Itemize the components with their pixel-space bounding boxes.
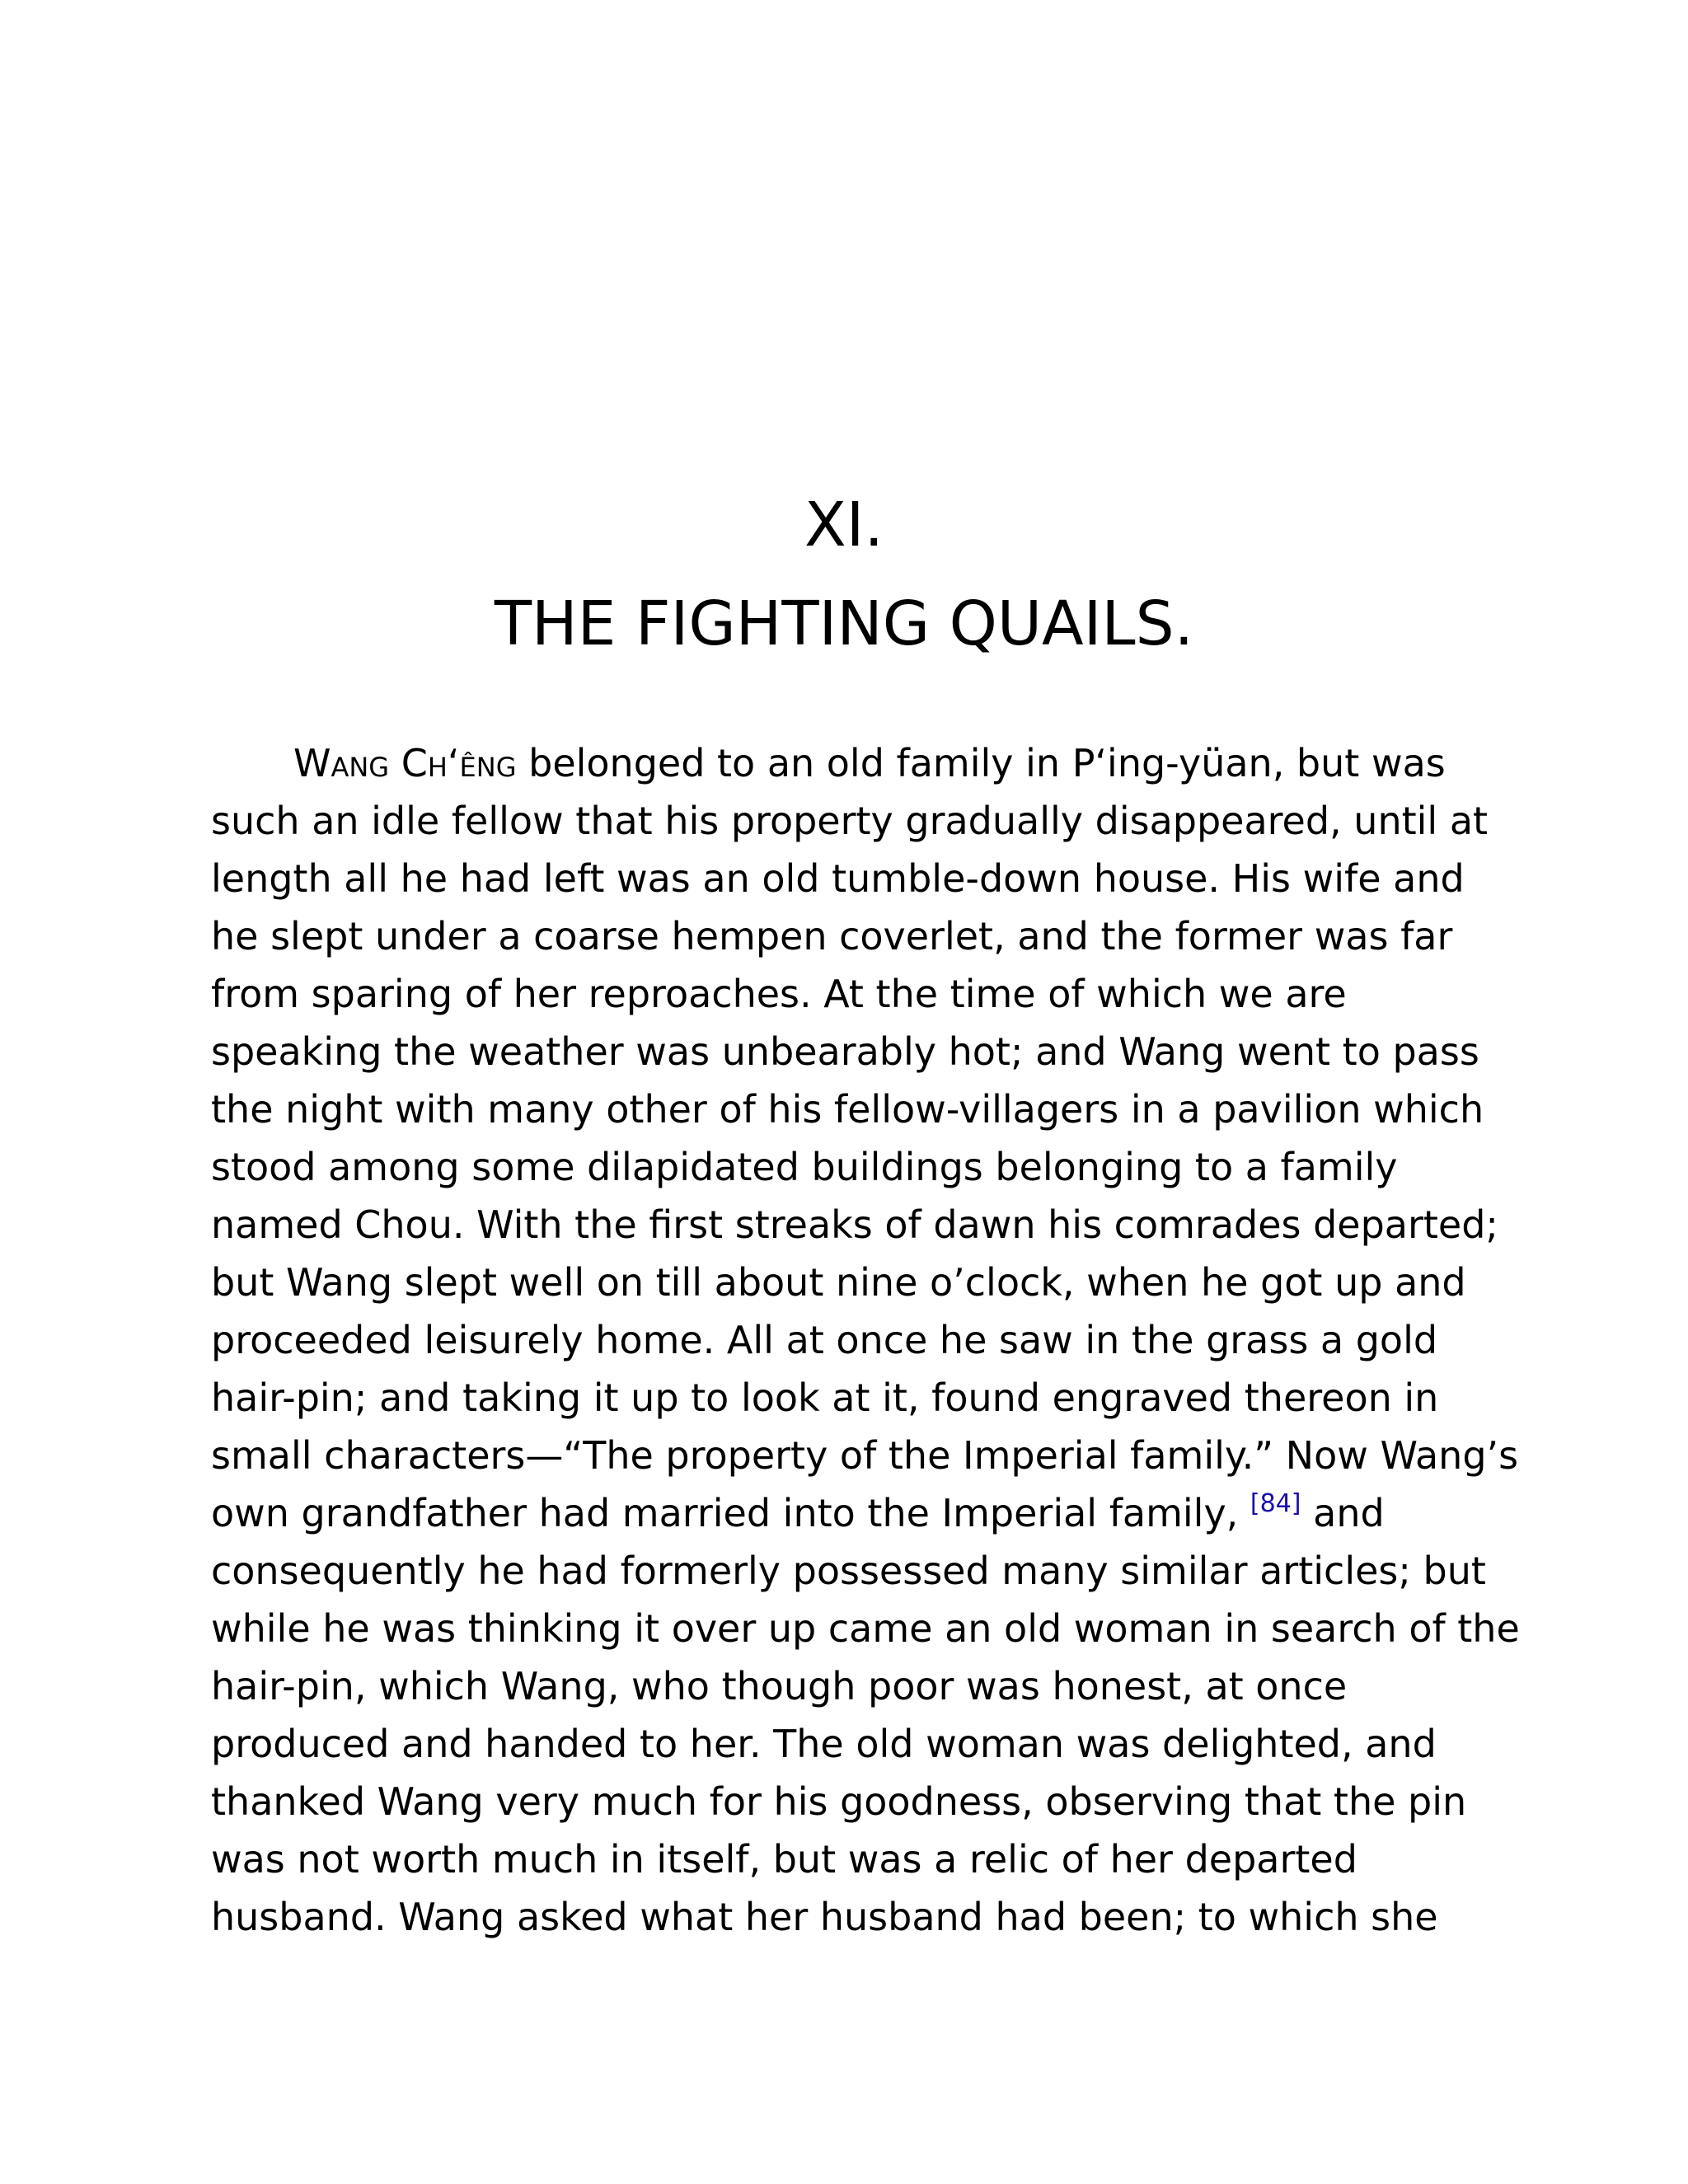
text-line: named Chou. With the first streaks of dawn his comrades departed; bbox=[211, 1202, 1498, 1247]
text-line: husband. Wang asked what her husband had been; to which she bbox=[211, 1895, 1438, 1939]
chapter-body bbox=[211, 734, 1520, 1946]
text-line: proceeded leisurely home. All at once he saw in the grass a gold bbox=[211, 1318, 1438, 1362]
text-line: length all he had left was an old tumble-down house. His wife and bbox=[211, 856, 1465, 901]
text-line: while he was thinking it over up came an old woman in search of the bbox=[211, 1606, 1520, 1651]
text-line bbox=[211, 1484, 1497, 1542]
text-line: he slept under a coarse hempen coverlet, and the former was far bbox=[211, 914, 1453, 958]
text-line: was not worth much in itself, but was a relic of her departed bbox=[211, 1837, 1357, 1882]
text-line: but Wang slept well on till about nine o’clock, when he got up and bbox=[211, 1260, 1466, 1305]
text-line: speaking the weather was unbearably hot; and Wang went to pass bbox=[211, 1029, 1479, 1074]
text-line: the night with many other of his fellow-villagers in a pavilion which bbox=[211, 1087, 1484, 1132]
text-line: hair-pin; and taking it up to look at it, found engraved thereon in bbox=[211, 1376, 1439, 1420]
text-line: thanked Wang very much for his goodness, observing that the pin bbox=[211, 1779, 1467, 1824]
text-line bbox=[211, 734, 1497, 792]
text-line: hair-pin, which Wang, who though poor was honest, at once bbox=[211, 1664, 1348, 1708]
text-line: consequently he had formerly possessed many similar articles; but bbox=[211, 1549, 1486, 1593]
character-name: Wang Ch‘êng bbox=[293, 741, 517, 785]
text-line: stood among some dilapidated buildings belonging to a family bbox=[211, 1145, 1398, 1189]
text-segment: belonged to an old family in P‘ing-yüan, but was bbox=[516, 741, 1446, 785]
text-segment: own grandfather had married into the Imperial family, bbox=[211, 1491, 1250, 1535]
chapter-number: XI. bbox=[804, 490, 884, 560]
text-line: produced and handed to her. The old woman was delighted, and bbox=[211, 1722, 1437, 1766]
text-line: from sparing of her reproaches. At the time of which we are bbox=[211, 972, 1347, 1016]
text-segment: and bbox=[1301, 1491, 1385, 1535]
text-line: small characters—“The property of the Imperial family.” Now Wang’s bbox=[211, 1433, 1519, 1478]
footnote-link[interactable]: [84] bbox=[1250, 1489, 1301, 1518]
chapter-title: THE FIGHTING QUAILS. bbox=[494, 588, 1194, 659]
text-line: such an idle fellow that his property gradually disappeared, until at bbox=[211, 799, 1489, 843]
